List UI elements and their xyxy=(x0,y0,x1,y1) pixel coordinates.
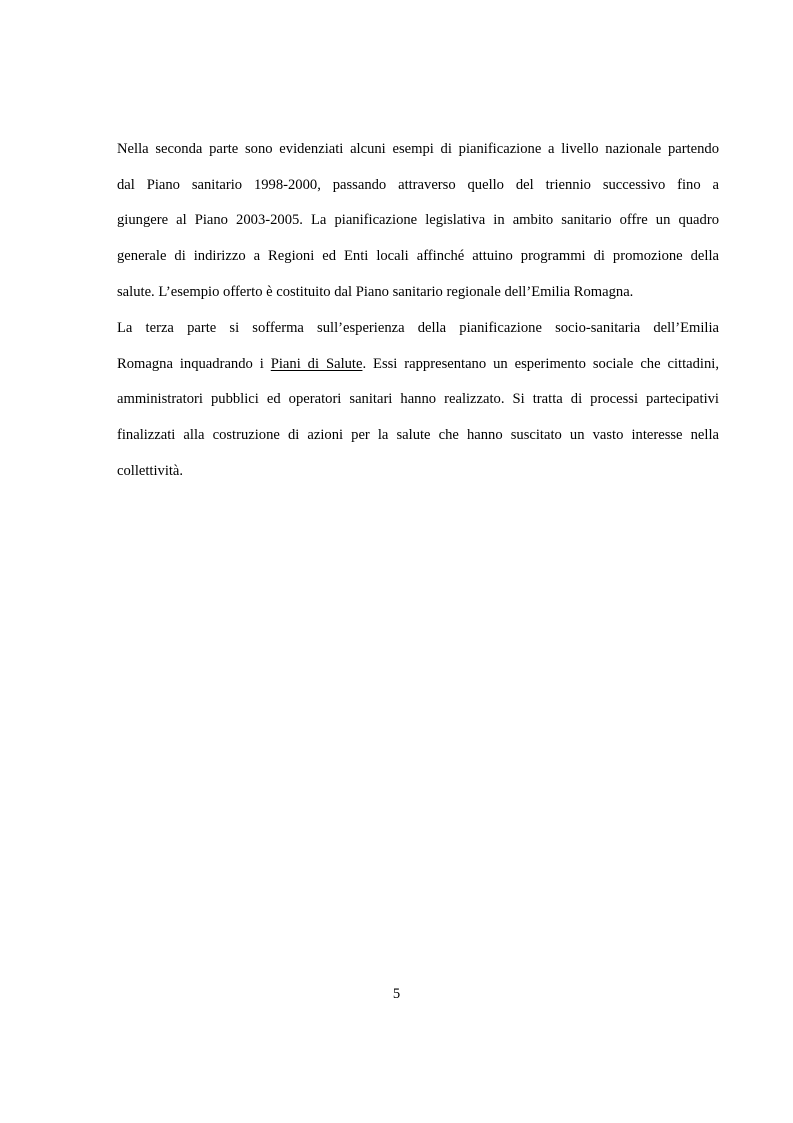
paragraph-1-line-2: dal Piano sanitario 1998-2000, passando attraverso quello del triennio successivo fino a xyxy=(117,177,719,193)
paragraph-2-line-5: collettività. xyxy=(117,463,184,479)
paragraph-1-line-5: salute. L’esempio offerto è costituito dal Piano sanitario regionale dell’Emilia Romagna. xyxy=(117,284,634,300)
paragraph-1-line-1: Nella seconda parte sono evidenziati alcuni esempi di pianificazione a livello nazionale partendo xyxy=(117,141,719,157)
paragraph-2-line-2 xyxy=(117,355,719,373)
paragraph-1-line-3: giungere al Piano 2003-2005. La pianificazione legislativa in ambito sanitario offre un quadro xyxy=(117,212,719,228)
paragraph-2-line-2-before: Romagna inquadrando i xyxy=(117,356,271,372)
paragraph-2-line-3: amministratori pubblici ed operatori sanitari hanno realizzato. Si tratta di processi partecipativi xyxy=(117,391,719,407)
paragraph-2-line-2-after: . Essi rappresentano un esperimento sociale che cittadini, xyxy=(362,356,719,372)
page-number: 5 xyxy=(392,986,401,1002)
piani-di-salute-link[interactable]: Piani di Salute xyxy=(270,356,363,372)
paragraph-1-line-4: generale di indirizzo a Regioni ed Enti locali affinché attuino programmi di promozione della xyxy=(117,248,719,264)
paragraph-2-line-4: finalizzati alla costruzione di azioni per la salute che hanno suscitato un vasto interesse nella xyxy=(117,427,719,443)
paragraph-2-line-1: La terza parte si sofferma sull’esperienza della pianificazione socio-sanitaria dell’Emilia xyxy=(117,320,719,336)
